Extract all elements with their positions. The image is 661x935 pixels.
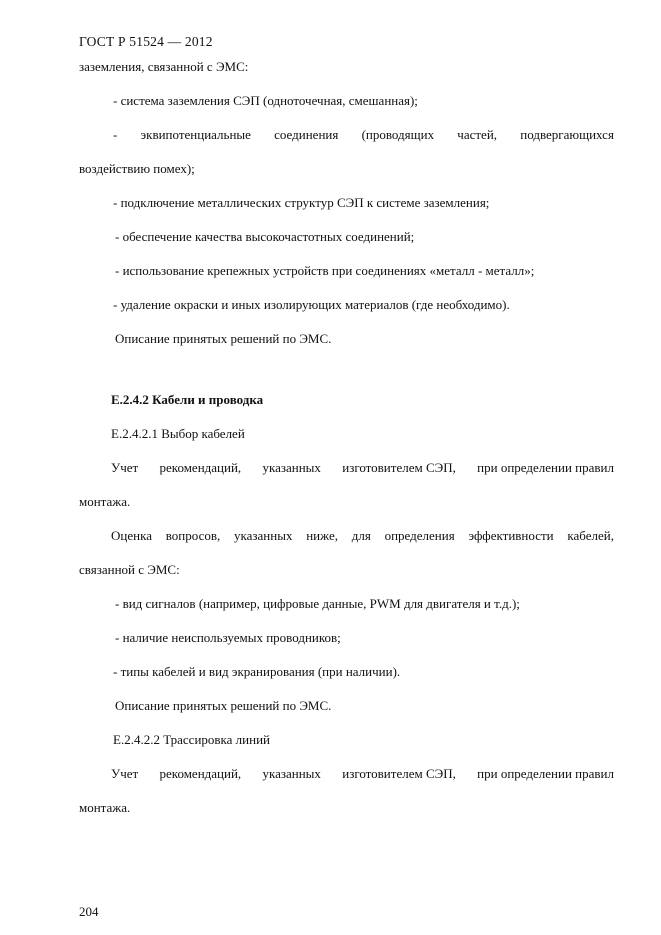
- list-item: - удаление окраски и иных изолирующих материалов (где необходимо).: [113, 297, 510, 312]
- word: рекомендаций,: [159, 460, 242, 475]
- word: изготовителем СЭП,: [342, 460, 456, 475]
- subsection-heading: Е.2.4.2.1 Выбор кабелей: [111, 426, 245, 441]
- list-item: - система заземления СЭП (одноточечная, смешанная);: [113, 93, 418, 108]
- word: Учет: [111, 766, 139, 781]
- text-line: монтажа.: [79, 494, 131, 509]
- list-item: - обеспечение качества высокочастотных соединений;: [115, 229, 415, 244]
- word: изготовителем СЭП,: [342, 766, 456, 781]
- justified-line: [111, 528, 614, 544]
- word: Учет: [111, 460, 139, 475]
- word: кабелей,: [567, 528, 614, 543]
- list-item: - вид сигналов (например, цифровые данные, PWM для двигателя и т.д.);: [115, 596, 520, 611]
- word: при определении правил: [477, 460, 614, 475]
- word: указанных: [262, 766, 321, 781]
- word: -: [113, 127, 118, 142]
- text-line: Описание принятых решений по ЭМС.: [115, 331, 332, 346]
- document-header: ГОСТ Р 51524 — 2012: [79, 34, 213, 49]
- list-item: - типы кабелей и вид экранирования (при наличии).: [113, 664, 401, 679]
- word: эквипотенциальные: [140, 127, 251, 142]
- word: частей,: [457, 127, 498, 142]
- word: для: [351, 528, 371, 543]
- word: эффективности: [468, 528, 554, 543]
- word: ниже,: [306, 528, 338, 543]
- word: указанных: [234, 528, 293, 543]
- page-number: 204: [79, 904, 99, 919]
- justified-line: [111, 460, 614, 476]
- word: определения: [384, 528, 455, 543]
- word: рекомендаций,: [159, 766, 242, 781]
- text-line: связанной с ЭМС:: [79, 562, 180, 577]
- word: соединения: [274, 127, 339, 142]
- section-heading: Е.2.4.2 Кабели и проводка: [111, 392, 264, 407]
- justified-line: [111, 766, 614, 782]
- word: указанных: [262, 460, 321, 475]
- text-line: воздействию помех);: [79, 161, 195, 176]
- list-item: - подключение металлических структур СЭП к системе заземления;: [113, 195, 490, 210]
- text-line: заземления, связанной с ЭМС:: [79, 59, 249, 74]
- word: при определении правил: [477, 766, 614, 781]
- justified-line: [113, 127, 614, 143]
- word: подвергающихся: [520, 127, 614, 142]
- word: вопросов,: [165, 528, 221, 543]
- list-item: - наличие неиспользуемых проводников;: [115, 630, 341, 645]
- text-line: монтажа.: [79, 800, 131, 815]
- list-item: - использование крепежных устройств при соединениях «металл - металл»;: [115, 263, 535, 278]
- subsection-heading: Е.2.4.2.2 Трассировка линий: [113, 732, 270, 747]
- word: Оценка: [111, 528, 152, 543]
- text-line: Описание принятых решений по ЭМС.: [115, 698, 332, 713]
- word: (проводящих: [361, 127, 435, 142]
